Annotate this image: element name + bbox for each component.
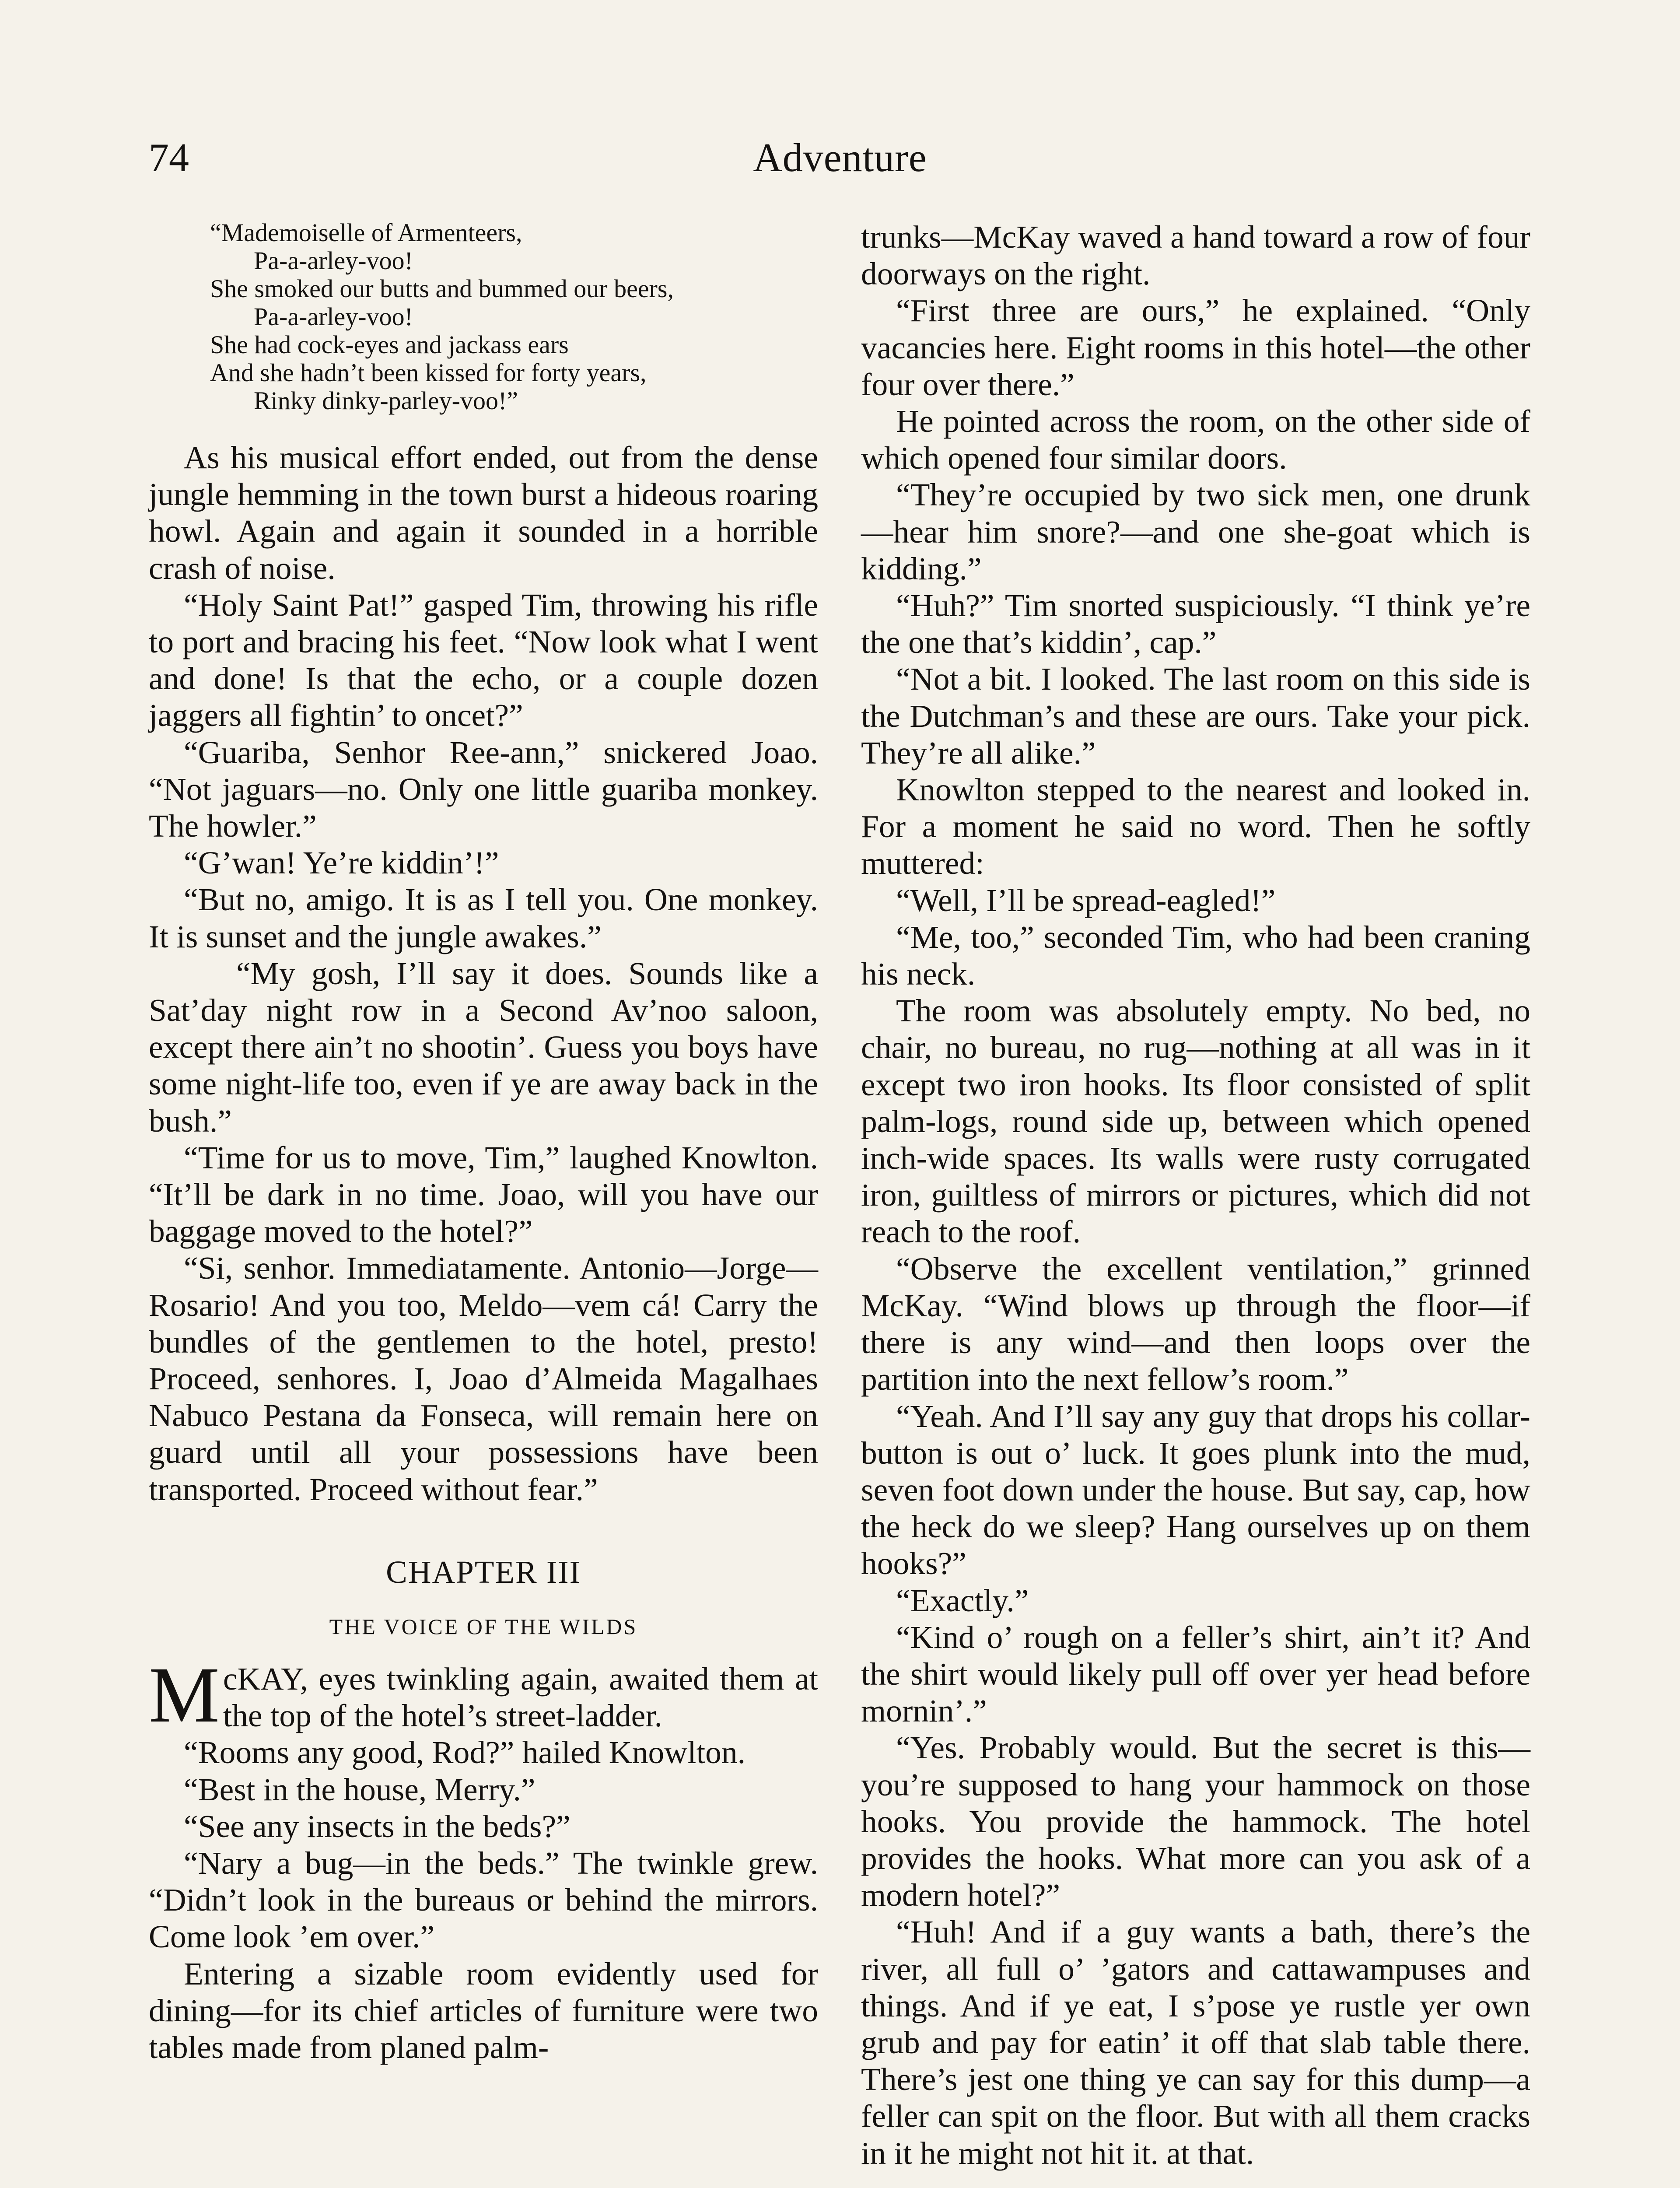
body-paragraph: “G’wan! Ye’re kiddin’!” (184, 845, 499, 881)
continued-paragraph: trunks—McKay waved a hand toward a row of four doorways on the right. (861, 219, 1530, 292)
body-paragraph: “Nary a bug—in the beds.” The twinkle grew. “Didn’t look in the bureaus or behind the mirrors. Come look ’em over.” (149, 1845, 818, 1955)
body-paragraph: “Rooms any good, Rod?” hailed Knowlton. (184, 1735, 746, 1771)
body-paragraph: “Huh?” Tim snorted suspiciously. “I think ye’re the one that’s kiddin’, cap.” (861, 588, 1530, 660)
verse-line: And she hadn’t been kissed for forty years, (210, 358, 647, 387)
opening-text: cKAY, eyes twinkling again, awaited them at the top of the hotel’s street-ladder. (223, 1661, 818, 1734)
body-paragraph: “Well, I’ll be spread-eagled!” (896, 882, 1276, 918)
right-column (861, 219, 1530, 2172)
magazine-title: Adventure (753, 135, 927, 180)
drop-cap: M (149, 1651, 220, 1739)
page-number: 74 (149, 135, 189, 180)
body-paragraph: “Holy Saint Pat!” gasped Tim, throwing his rifle to port and bracing his feet. “Now look what I went and done! Is that the echo, or a couple dozen jaggers all fightin’ to oncet?” (149, 587, 818, 733)
verse-line: She had cock-eyes and jackass ears (210, 330, 569, 359)
body-paragraph: “Si, senhor. Immediatamente. Antonio—Jorge—Rosario! And you too, Meldo—vem cá! Carry the bundles of the gentlemen to the hotel, presto! Proceed, senhores. I, Joao d’Almeida Magalhaes Nabuco Pestana da Fonseca, will remain here on guard until all your possessions have been transported. Proceed without fear.” (149, 1250, 818, 1507)
body-paragraph: “Observe the excellent ventilation,” grinned McKay. “Wind blows up through the floor—if there is any wind—and then loops over the partition into the next fellow’s room.” (861, 1251, 1530, 1397)
body-paragraph: Entering a sizable room evidently used for dining—for its chief articles of furniture were two tables made from planed palm- (149, 1956, 818, 2065)
body-paragraph: “Yes. Probably would. But the secret is this—you’re supposed to hang your hammock on those hooks. You provide the hammock. The hotel provides the hooks. What more can you ask of a modern hotel?” (861, 1730, 1530, 1913)
body-paragraph: As his musical effort ended, out from the dense jungle hemming in the town burst a hideous roaring howl. Again and again it sounded in a horrible crash of noise. (149, 440, 818, 586)
body-paragraph: Knowlton stepped to the nearest and looked in. For a moment he said no word. Then he softly muttered: (861, 772, 1530, 881)
body-paragraph: “Kind o’ rough on a feller’s shirt, ain’t it? And the shirt would likely pull off over yer head before mornin’.” (861, 1619, 1530, 1729)
body-paragraph: “First three are ours,” he explained. “Only vacancies here. Eight rooms in this hotel—the other four over there.” (861, 293, 1530, 402)
body-paragraph: The room was absolutely empty. No bed, no chair, no bureau, no rug—nothing at all was in it except two iron hooks. Its floor consisted of split palm-logs, round side up, between which opened inch-wide spaces. Its walls were rusty corrugated iron, guiltless of mirrors or pictures, which did not reach to the roof. (861, 993, 1530, 1250)
verse-line: Pa-a-arley-voo! (254, 302, 413, 331)
body-paragraph: “My gosh, I’ll say it does. Sounds like a Sat’day night row in a Second Av’noo saloon, except there ain’t no shootin’. Guess you boys have some night-life too, even if ye are away back in the bush.” (149, 955, 818, 1139)
chapter-subtitle: THE VOICE OF THE WILDS (329, 1614, 638, 1639)
body-paragraph: “They’re occupied by two sick men, one drunk—hear him snore?—and one she-goat which is kidding.” (861, 477, 1530, 586)
song-verse (210, 219, 818, 415)
body-paragraph: “See any insects in the beds?” (184, 1808, 570, 1844)
body-paragraph: “Best in the house, Merry.” (184, 1771, 536, 1807)
body-paragraph: “Me, too,” seconded Tim, who had been craning his neck. (861, 919, 1530, 992)
verse-line: Rinky dinky-parley-voo!” (254, 386, 518, 415)
verse-line: Pa-a-arley-voo! (254, 246, 413, 275)
body-paragraph: “Huh! And if a guy wants a bath, there’s the river, all full o’ ’gators and cattawampuses and things. And if ye eat, I s’pose ye rustle yer own grub and pay for eatin’ it off that slab table there. There’s jest one thing ye can say for this dump—a feller can spit on the floor. But with all them cracks in it he might not hit it. at that. (861, 1914, 1530, 2171)
body-paragraph: He pointed across the room, on the other side of which opened four similar doors. (861, 403, 1530, 476)
body-paragraph: “Time for us to move, Tim,” laughed Knowlton. “It’ll be dark in no time. Joao, will you have our baggage moved to the hotel?” (149, 1140, 818, 1249)
body-paragraph: “Not a bit. I looked. The last room on this side is the Dutchman’s and these are ours. Take your pick. They’re all alike.” (861, 661, 1530, 771)
verse-line: She smoked our butts and bummed our beers, (210, 274, 674, 303)
body-paragraph: “Exactly.” (896, 1582, 1029, 1618)
chapter-heading: CHAPTER III (386, 1554, 581, 1590)
chapter-opening-paragraph (149, 1651, 818, 1739)
left-column (149, 219, 818, 2066)
page-header (149, 127, 1531, 188)
body-paragraph: “Guariba, Senhor Ree-ann,” snickered Joao. “Not jaguars—no. Only one little guariba monkey. The howler.” (149, 734, 818, 844)
body-paragraph: “Yeah. And I’ll say any guy that drops his collar-button is out o’ luck. It goes plunk into the mud, seven foot down under the house. But say, cap, how the heck do we sleep? Hang ourselves up on them hooks?” (861, 1398, 1530, 1581)
verse-line: “Mademoiselle of Armenteers, (210, 218, 522, 247)
body-paragraph: “But no, amigo. It is as I tell you. One monkey. It is sunset and the jungle awakes.” (149, 882, 818, 954)
